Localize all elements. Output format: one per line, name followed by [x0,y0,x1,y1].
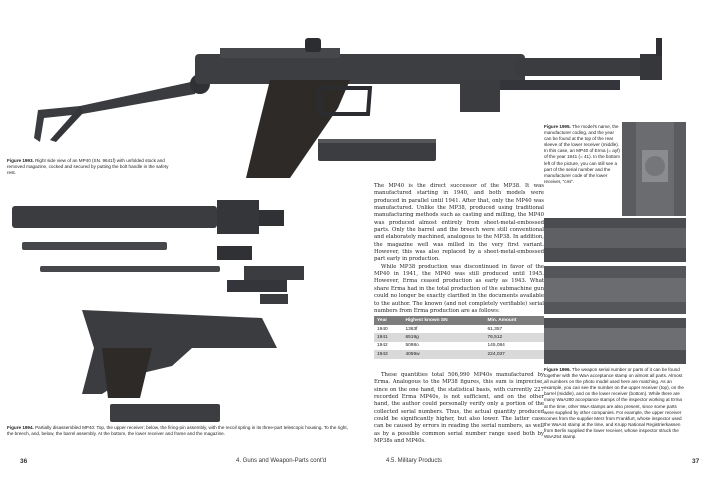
body-paragraph-2: While MP38 production was discontinued in favor of the MP40 in 1941, the MP40 was still produced until 1945. However, Erma ceased production as early as 1943. What share Erma had in the total production of the submachine gun could no longer be exactly clarified in the documents available to the author. The known (and not completely verifiable) serial numbers from Erma production are as follows: [374,263,544,314]
serial-number-table [374,316,544,359]
body-text-column [374,183,544,315]
disassembled-mp40-photo [12,198,362,446]
body-paragraph-3: These quantities total 506,990 MP40s manufactured by Erma. Analogous to the MP38 figures, this sum is imprecise, since on the one hand, the statistical basis, with currently 227 recorded Erma MP40s, is not sufficient, and on the other hand, the author could personally verify only a portion of the collected serial numbers. Thus, the actual quantity produced could be significantly higher, but also lower. The latter case can be caused by errors in reading the serial numbers, as well as by a possible common serial number range used both by MP38s and MP40s. [374,372,544,445]
table-header-row [374,316,544,325]
table-row: 1943 4059w 224,037 [374,350,544,358]
receiver-markings-photo [622,122,686,216]
serial-number-photos [544,218,686,364]
table-header-year: Year [374,316,402,325]
table-header-highest-sn: Highest known SN [402,316,484,325]
magazine-photo [318,133,438,163]
body-text-column-continued [374,372,544,445]
left-page-number: 36 [20,458,28,465]
table-row: 1942 5098o 145,084 [377,343,505,349]
figure-1995-caption: Figure 1995. The model's name, the manufacturer coding, and the year can be found at the top of the rear sleeve of the lower receiver (middle). In this case, an MP40 of Erma (= ayf) of the year 1941 (= 41). In the bottom left of the picture, you can still see a part of the serial number and the manufacturer code of the lower receiver, "cmi". [544,124,620,184]
left-section-title: 4. Guns and Weapon-Parts cont'd [236,458,327,464]
table-row: 1940 1363f 61,357 [377,326,503,332]
right-section-title: 4.5. Military Products [386,458,443,464]
table-row: 1941 6519g 76,512 [374,333,544,341]
figure-1993-caption: Figure 1993. Right side view of an MP40 (SN. 9641f) with unfolded stock and removed magazine, cocked and secured by putting the bolt handle in the safety rest. [7,158,169,176]
figure-1996-caption: Figure 1996. The weapon serial number or parts of it can be found together with the WaA acceptance stamp on almost all parts. Almost all numbers on the photo model used here are matching. As an example, you can see the number on the upper receiver (top), on the barrel (middle), and on the lower receiver (bottom). While there are many WaA280 acceptance stamps of the inspector working at Erma at the time, other WaA stamps are also present, since some parts were supplied by other companies. For example, the upper receiver comes from the supplier Merz from Frankfurt, whose inspector used the WaA44 stamp at the time, and Krupp National Registrierkassen from Berlin supplied the lower receiver, whose inspector struck the WaA254 stamp. [544,367,684,440]
figure-1994-caption: Figure 1994. Partially disassembled MP40: Top, the upper receiver; below, the firing-pin assembly, with the recoil spring in its three-part telescopic housing. To the right, the breech, and, below, the barrel assembly. At the bottom, the lower receiver and frame and the magazine. [7,425,348,437]
table-header-min-amount: Min. Amount [485,316,545,325]
body-paragraph-1: The MP40 is the direct successor of the MP38. It was manufactured starting in 1940, and both models were produced in parallel until 1941. After that, only the MP40 was manufactured. Unlike the MP38, produced using traditional manufacturing methods such as casting and milling, the MP40 was produced almost entirely from sheet-metal-embossed parts. Only the barrel and the breech were still conventional and elaborately machined, analogous to the MP38. In addition, the magazine well was milled in the very first variant. However, this was also replaced by a sheet-metal-embossed part early in production. [374,183,544,263]
right-page-number: 37 [692,458,700,465]
